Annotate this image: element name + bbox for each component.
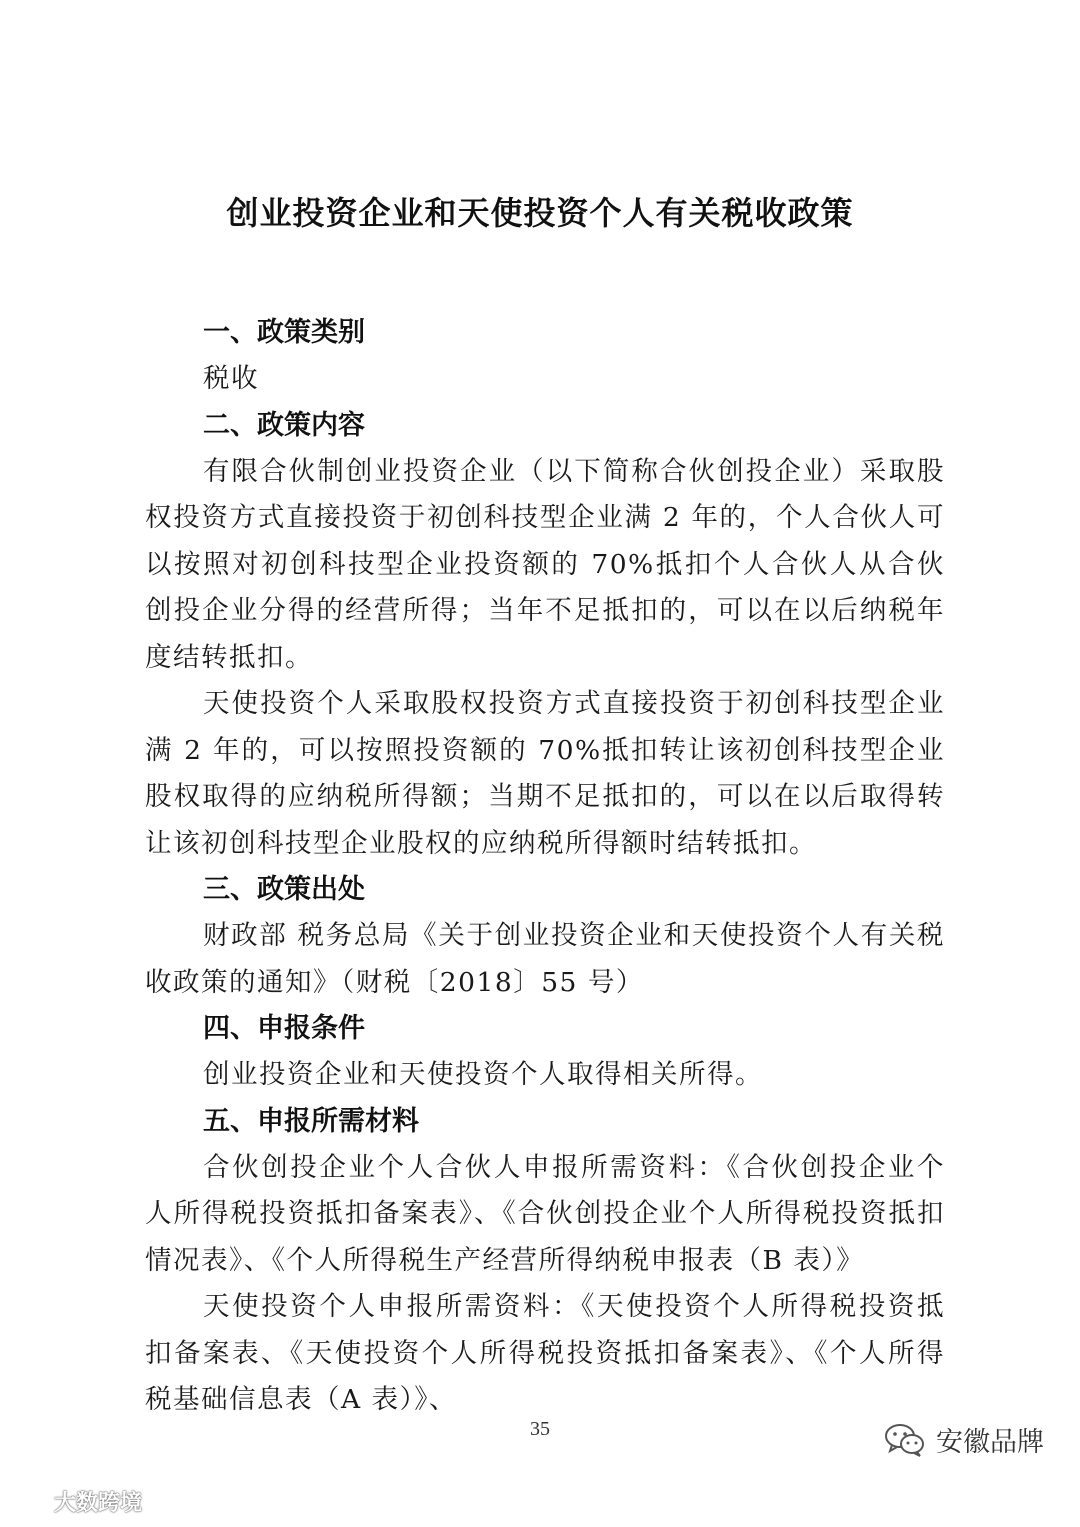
weibo-icon [14, 1489, 48, 1515]
document-body [145, 310, 945, 1424]
section-paragraph: 创业投资企业和天使投资个人取得相关所得。 [203, 1059, 763, 1090]
wechat-icon [884, 1422, 926, 1458]
section-paragraph: 天使投资个人采取股权投资方式直接投资于初创科技型企业满 2 年的，可以按照投资额的 70%抵扣转让该初创科技型企业股权取得的应纳税所得额；当期不足抵扣的，可以在以后取得转让该初创科技型企业股权的应纳税所得额时结转抵扣。 [145, 688, 945, 859]
section-policy-source [145, 867, 945, 1006]
section-heading: 三、政策出处 [203, 874, 365, 905]
section-heading: 五、申报所需材料 [203, 1105, 419, 1137]
section-paragraph: 合伙创投企业个人合伙人申报所需资料：《合伙创投企业个人所得税投资抵扣备案表》、《合伙创投企业个人所得税投资抵扣情况表》、《个人所得税生产经营所得纳税申报表（B 表）》 [145, 1151, 945, 1276]
section-application-conditions [145, 1006, 945, 1099]
section-heading: 一、政策类别 [203, 317, 365, 348]
section-heading: 四、申报条件 [203, 1013, 365, 1044]
section-policy-category [145, 310, 945, 403]
page-number: 35 [530, 1418, 550, 1440]
watermark-left [14, 1486, 142, 1517]
section-paragraph: 天使投资个人申报所需资料：《天使投资个人所得税投资抵扣备案表、《天使投资个人所得税投资抵扣备案表》、《个人所得税基础信息表（A 表）》、 [145, 1291, 945, 1415]
section-required-materials [145, 1099, 945, 1424]
document-title: 创业投资企业和天使投资个人有关税收政策 [226, 194, 854, 232]
watermark-right [884, 1420, 1044, 1459]
watermark-left-text: 大数跨境 [54, 1491, 143, 1516]
watermark-right-text: 安徽品牌 [936, 1427, 1044, 1458]
section-paragraph: 财政部 税务总局《关于创业投资企业和天使投资个人有关税收政策的通知》（财税〔2018〕55 号） [145, 920, 945, 998]
section-heading: 二、政策内容 [203, 409, 365, 441]
section-paragraph: 有限合伙制创业投资企业（以下简称合伙创投企业）采取股权投资方式直接投资于初创科技型企业满 2 年的，个人合伙人可以按照对初创科技型企业投资额的 70%抵扣个人合伙人从合伙创投企业分得的经营所得；当年不足抵扣的，可以在以后纳税年度结转抵扣。 [145, 455, 945, 673]
section-policy-content [145, 403, 945, 868]
section-paragraph: 税收 [203, 363, 259, 394]
